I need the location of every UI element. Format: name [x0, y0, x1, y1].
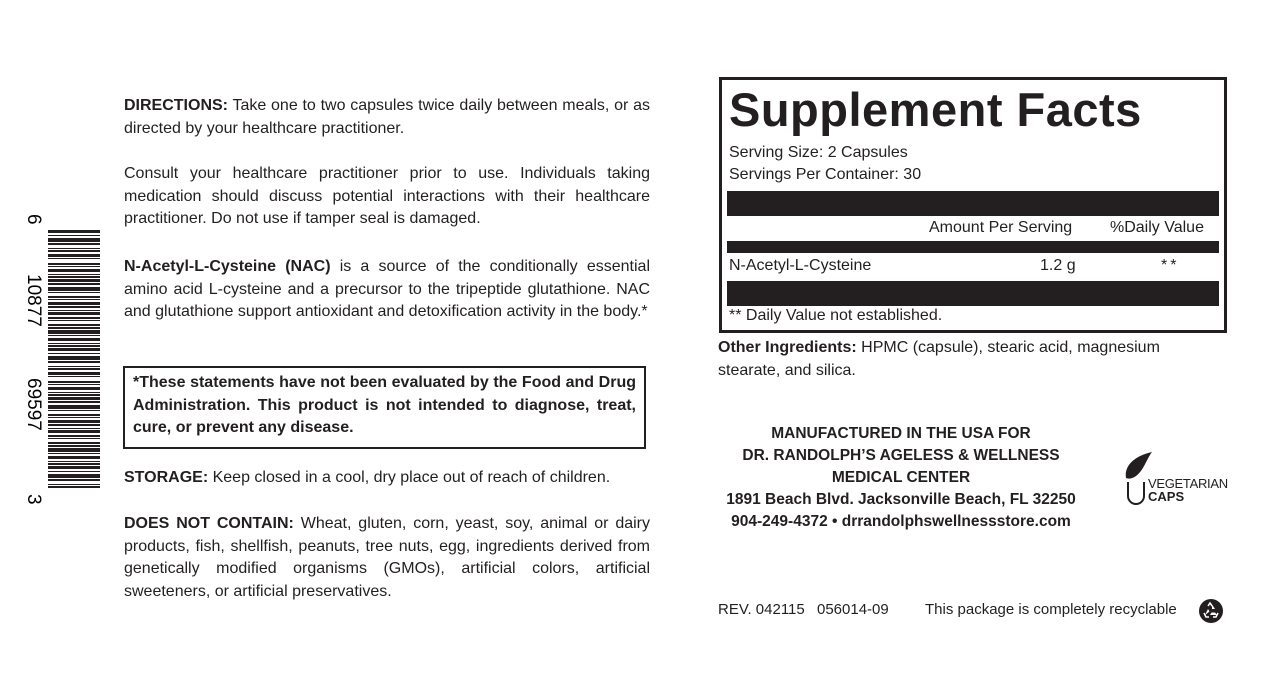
manufacturer-line3: MEDICAL CENTER [831, 469, 971, 486]
thick-divider [727, 191, 1219, 216]
does-not-contain-paragraph [124, 513, 650, 603]
vegetarian-label: VEGETARIAN [1148, 476, 1228, 491]
supplement-facts-title: Supplement Facts [729, 83, 1142, 136]
caps-label: CAPS [1148, 489, 1185, 504]
manufacturer-contact: 904-249-4372 • drrandolphswellnessstore.com [731, 513, 1071, 530]
does-not-contain-label: DOES NOT CONTAIN: [124, 515, 294, 532]
ingredient-amount: 1.2 g [1040, 257, 1076, 274]
other-ingredients [718, 336, 1188, 382]
barcode-digit-first: 6 [23, 214, 44, 225]
manufacturer-address: 1891 Beach Blvd. Jacksonville Beach, FL 32250 [726, 491, 1076, 508]
revision-number: REV. 042115 [718, 601, 805, 618]
directions-label: DIRECTIONS: [124, 97, 228, 114]
daily-value-footnote: ** Daily Value not established. [729, 307, 943, 324]
bottom-divider [727, 281, 1219, 306]
ingredient-name: N-Acetyl-L-Cysteine [729, 257, 872, 274]
amount-per-serving-header: Amount Per Serving [929, 219, 1073, 236]
daily-value-header: %Daily Value [1110, 219, 1204, 236]
recycle-icon [1198, 598, 1224, 624]
consult-paragraph: Consult your healthcare practitioner prior to use. Individuals taking medication should discuss potential interactions with their healthcare practitioner. Do not use if tamper seal is damaged. [124, 165, 650, 227]
storage-text: Keep closed in a cool, dry place out of reach of children. [208, 469, 611, 486]
fda-disclaimer-box: *These statements have not been evaluated by the Food and Drug Administration. This product is not intended to diagnose, treat, cure, or prevent any disease. [123, 366, 646, 449]
barcode-digits-group2: 69597 [23, 378, 44, 431]
servings-per-container: Servings Per Container: 30 [729, 166, 922, 183]
upc-barcode [23, 208, 106, 508]
manufacturer-block [700, 423, 1102, 533]
vegetarian-caps-badge [1122, 452, 1242, 507]
directions-text: Take one to two capsules twice daily between meals, or as directed by your healthcare practitioner. [124, 97, 650, 137]
ingredient-daily-value: ** [1161, 257, 1180, 274]
recyclable-statement: This package is completely recyclable [925, 601, 1177, 618]
header-divider [727, 241, 1219, 253]
serving-size: Serving Size: 2 Capsules [729, 144, 908, 161]
manufacturer-line2: DR. RANDOLPH’S AGELESS & WELLNESS [742, 447, 1060, 464]
nac-text: is a source of the conditionally essential amino acid L-cysteine and a precursor to the tripeptide glutathione. NAC and glutathione support antioxidant and detoxification activity in the body.* [124, 258, 650, 320]
storage-label: STORAGE: [124, 469, 209, 486]
does-not-contain-text: Wheat, gluten, corn, yeast, soy, animal or dairy products, fish, shellfish, peanuts, tree nuts, egg, ingredients derived from genetically modified organisms (GMOs), artificial colors, artificial sweeteners, or artificial preservatives. [124, 515, 650, 600]
barcode-digit-last: 3 [23, 494, 44, 505]
storage-paragraph [124, 467, 650, 490]
nac-label: N-Acetyl-L-Cysteine (NAC) [124, 258, 331, 275]
other-ingredients-text: HPMC (capsule), stearic acid, magnesium stearate, and silica. [718, 339, 1160, 379]
other-ingredients-label: Other Ingredients: [718, 339, 857, 356]
nac-paragraph [124, 256, 650, 324]
supplement-facts-panel [719, 77, 1227, 333]
manufacturer-line1: MANUFACTURED IN THE USA FOR [771, 425, 1031, 442]
directions-paragraph [124, 95, 650, 140]
barcode-digits-group1: 10877 [23, 274, 44, 327]
product-code: 056014-09 [817, 601, 889, 618]
